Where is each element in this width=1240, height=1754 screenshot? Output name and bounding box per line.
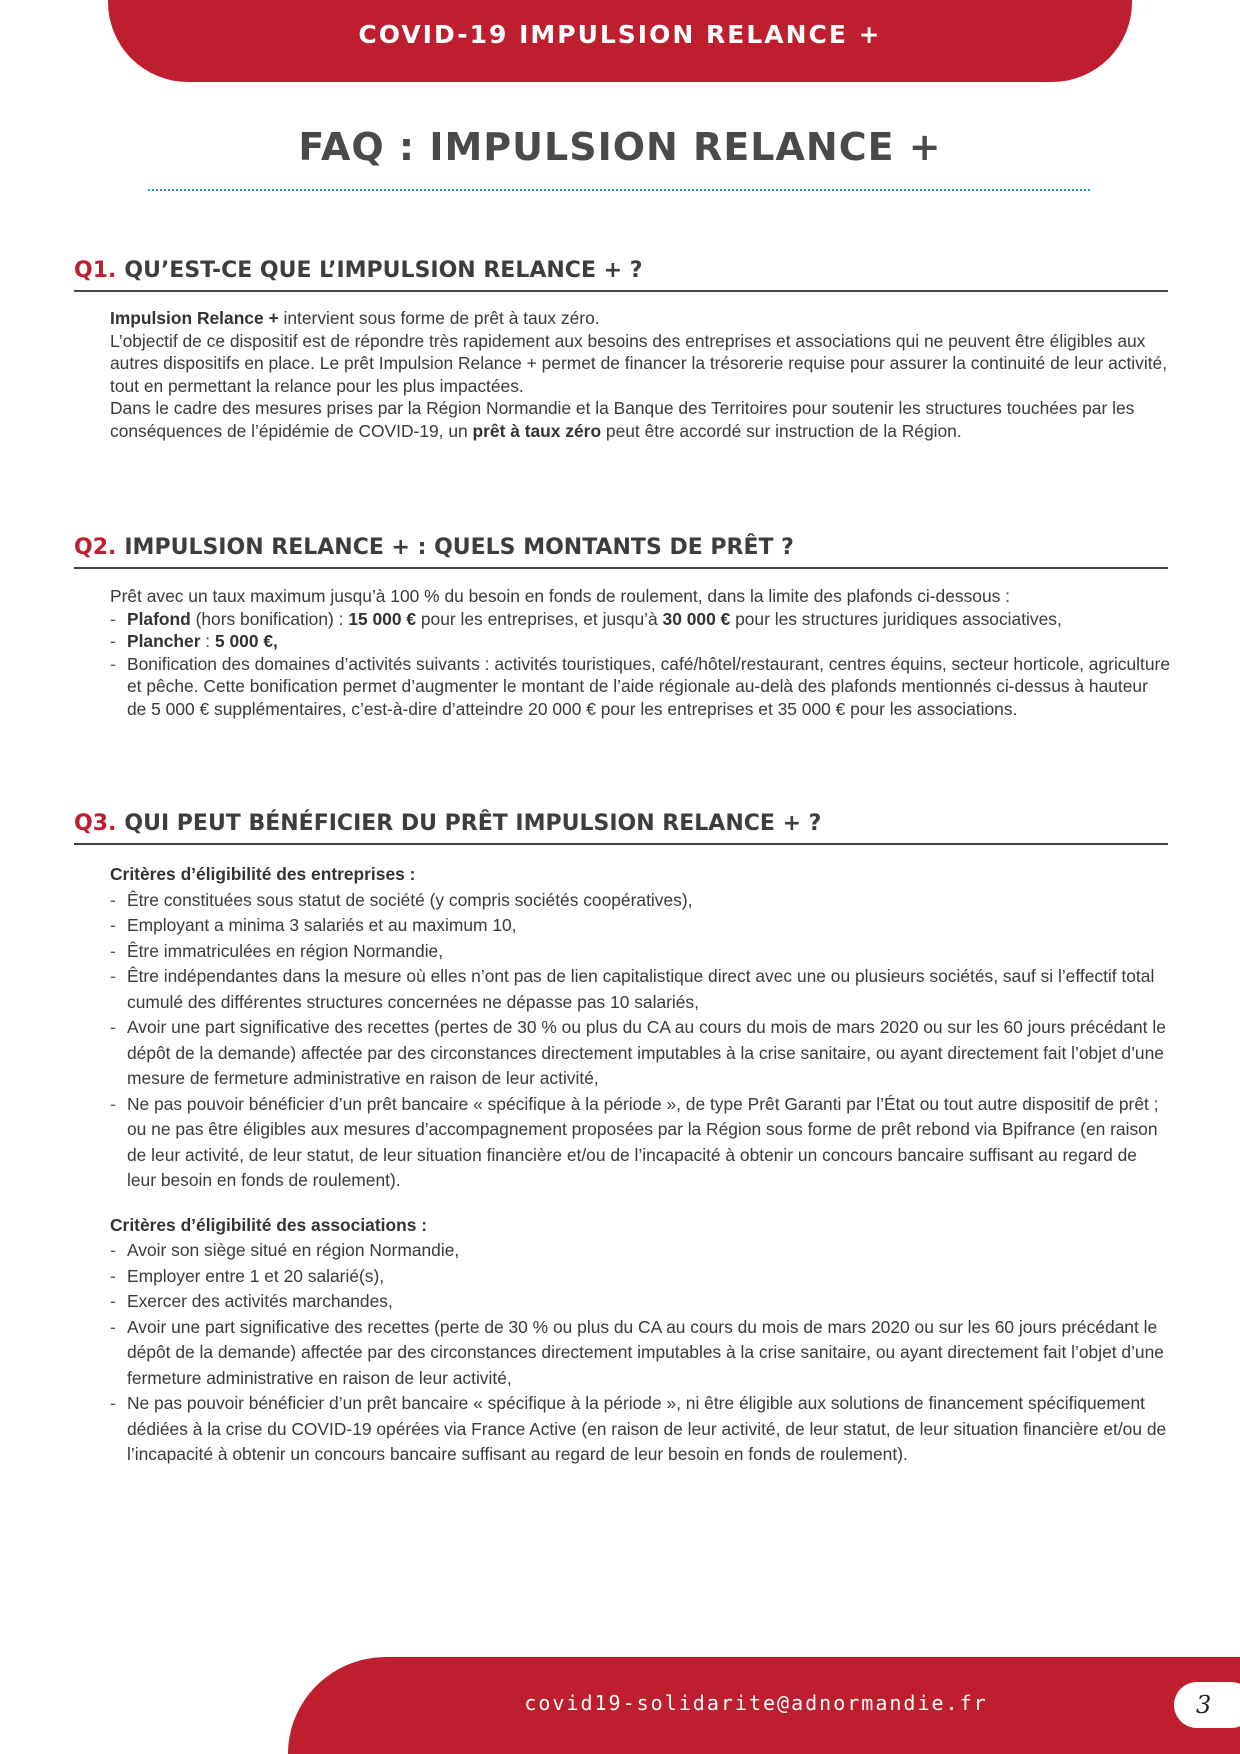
list-item: - Avoir une part significative des recettes (perte de 30 % ou plus du CA au cours du mois de mars 2020 ou sur les 60 jours précédant le dépôt de la demande) affectée par des circonstances directement imputables à la crise sanitaire, ou ayant directement fait l’objet d’une fermeture administrative en raison de leur activité, <box>110 1315 1170 1392</box>
list-item: - Avoir une part significative des recettes (pertes de 30 % ou plus du CA au cours du mois de mars 2020 ou sur les 60 jours précédant le dépôt de la demande) affectée par des circonstances directement imputables à la crise sanitaire, ou ayant directement fait l’objet d’une mesure de fermeture administrative en raison de leur activité, <box>110 1015 1170 1092</box>
q3-associations-title: Critères d’éligibilité des associations : <box>110 1214 427 1235</box>
q2-plafond-text-b: pour les entreprises, et jusqu’à <box>416 608 663 629</box>
list-item: - Avoir son siège situé en région Normandie, <box>110 1238 1170 1264</box>
q3-heading <box>74 811 1168 845</box>
q1-p3-text-b: peut être accordé sur instruction de la Région. <box>601 420 962 441</box>
q1-paragraph-2: L’objectif de ce dispositif est de répondre très rapidement aux besoins des entreprises et associations qui ne peuvent être éligibles aux autres dispositifs en place. Le prêt Impulsion Relance + permet de financer la trésorerie requise pour assurer la continuité de leur activité, tout en permettant la relance pour les plus impactées. <box>110 330 1168 396</box>
q1-number: Q1. <box>74 258 117 283</box>
list-item <box>110 608 1170 631</box>
q2-plancher-value: 5 000 €, <box>214 631 278 652</box>
q3-number: Q3. <box>74 811 117 836</box>
q1-paragraph-1 <box>110 307 1170 330</box>
q2-plancher-label: Plancher <box>127 631 201 652</box>
list-item: - Être constituées sous statut de société (y compris sociétés coopératives), <box>110 888 1170 914</box>
footer-banner <box>288 1657 1240 1754</box>
q2-number: Q2. <box>74 535 117 560</box>
q2-plancher-text: : <box>200 631 215 652</box>
header-title: COVID-19 IMPULSION RELANCE + <box>358 19 882 49</box>
q2-title: IMPULSION RELANCE + : QUELS MONTANTS DE PRÊT ? <box>124 535 794 560</box>
q2-plafond-value-1: 15 000 € <box>348 608 417 629</box>
list-item <box>110 630 1170 653</box>
footer-email: covid19-solidarite@adnormandie.fr <box>524 1691 988 1715</box>
list-item: - Ne pas pouvoir bénéficier d’un prêt bancaire « spécifique à la période », ni être éligible aux solutions de financement spécifiquement dédiées à la crise du COVID-19 opérées via France Active (en raison de leur activité, de leur statut, de leur situation financière et/ou de l’incapacité à obtenir un concours bancaire suffisant au regard de leur besoin en fonds de roulement). <box>110 1391 1170 1468</box>
q1-p3-text-a: Dans le cadre des mesures prises par la Région Normandie et la Banque des Territoires pour soutenir les structures touchées par les conséquences de l’épidémie de COVID-19, un <box>110 398 1135 441</box>
header-banner <box>108 0 1132 82</box>
q1-title: QU’EST-CE QUE L’IMPULSION RELANCE + ? <box>124 258 643 283</box>
q3-enterprises-title: Critères d’éligibilité des entreprises : <box>110 864 416 884</box>
q3-associations-list <box>110 1238 1170 1468</box>
q2-plafond-label: Plafond <box>127 608 191 629</box>
list-item: - Exercer des activités marchandes, <box>110 1289 1170 1315</box>
q2-intro: Prêt avec un taux maximum jusqu’à 100 % du besoin en fonds de roulement, dans la limite des plafonds ci-dessous : <box>110 586 1010 606</box>
list-item: - Employer entre 1 et 20 salarié(s), <box>110 1264 1170 1290</box>
list-item: - Bonification des domaines d’activités suivants : activités touristiques, café/hôtel/restaurant, centres équins, secteur horticole, agriculture et pêche. Cette bonification permet d’augmenter le montant de l’aide régionale au-delà des plafonds mentionnés ci-dessus à hauteur de 5 000 € supplémentaires, c’est-à-dire d’atteindre 20 000 € pour les entreprises et 35 000 € pour les associations. <box>110 653 1170 721</box>
page-number: 3 <box>1196 1691 1212 1719</box>
q2-list <box>110 608 1170 721</box>
q1-p3-bold: prêt à taux zéro <box>472 420 602 441</box>
q2-heading <box>74 535 1168 569</box>
list-item: - Employant a minima 3 salariés et au maximum 10, <box>110 913 1170 939</box>
q2-plafond-value-2: 30 000 € <box>662 608 731 629</box>
q3-title: QUI PEUT BÉNÉFICIER DU PRÊT IMPULSION RELANCE + ? <box>124 811 822 836</box>
page-title: FAQ : IMPULSION RELANCE + <box>298 125 942 169</box>
q1-body <box>110 307 1170 443</box>
q3-enterprises-list <box>110 888 1170 1194</box>
q1-heading <box>74 258 1168 292</box>
list-item: - Être immatriculées en région Normandie, <box>110 939 1170 965</box>
list-item: - Être indépendantes dans la mesure où elles n’ont pas de lien capitalistique direct avec une ou plusieurs sociétés, sauf si l’effectif total cumulé des différentes structures concernées ne dépasse pas 10 salariés, <box>110 964 1170 1015</box>
q2-body <box>110 585 1170 721</box>
q1-p1-text: intervient sous forme de prêt à taux zéro. <box>278 308 600 328</box>
title-divider <box>148 189 1090 191</box>
q2-plafond-text-a: (hors bonification) : <box>190 608 349 629</box>
q2-plafond-text-c: pour les structures juridiques associatives, <box>730 608 1062 629</box>
q1-p1-bold: Impulsion Relance + <box>110 308 279 328</box>
list-item: - Ne pas pouvoir bénéficier d’un prêt bancaire « spécifique à la période », de type Prêt Garanti par l’État ou tout autre dispositif de prêt ; ou ne pas être éligibles aux mesures d’accompagnement proposées par la Région sous forme de prêt rebond via Bpifrance (en raison de leur activité, de leur statut, de leur situation financière et/ou de l’incapacité à obtenir un concours bancaire suffisant au regard de leur besoin en fonds de roulement). <box>110 1092 1170 1194</box>
q3-body <box>110 862 1170 1468</box>
q1-paragraph-3 <box>110 397 1170 442</box>
page-number-badge <box>1174 1682 1240 1728</box>
